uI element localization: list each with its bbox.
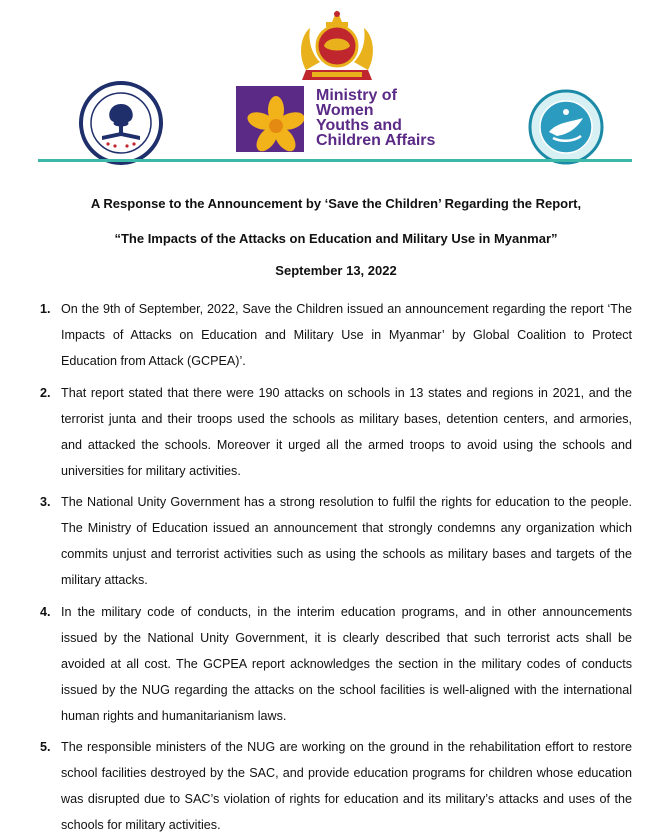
list-item-number: 2.: [40, 386, 51, 400]
ministry-logo: [236, 86, 466, 152]
list-item-number: 4.: [40, 605, 51, 619]
flower-logo-icon: [236, 86, 304, 152]
ministry-name-line: Ministry of: [316, 87, 397, 104]
list-item-text: On the 9th of September, 2022, Save the Children issued an announcement regarding the report ‘The Impacts of Attacks on Education and Military Use in Myanmar’ by Global Coalition to Protect Education from Attack (GCPEA)’.: [61, 302, 632, 368]
ministry-name-line: Children Affairs: [316, 132, 436, 149]
ministry-name-line: Women: [316, 102, 374, 119]
document-title-line-1: A Response to the Announcement by ‘Save the Children’ Regarding the Report,: [90, 196, 582, 211]
ministry-name: [316, 88, 476, 148]
document-title-line-2: “The Impacts of the Attacks on Education and Military Use in Myanmar”: [114, 231, 558, 246]
state-emblem-icon: [296, 6, 378, 84]
education-seal-icon: [78, 80, 164, 166]
document-date: September 13, 2022: [275, 263, 397, 278]
letterhead: [0, 0, 672, 170]
list-item-text: That report stated that there were 190 attacks on schools in 13 states and regions in 2021, and the terrorist junta and their troops used the schools as military bases, detention centers, and armories, and attacked the schools. Moreover it urged all the armed troops to avoid using the schools and universities for military activities.: [61, 386, 632, 478]
list-item-number: 3.: [40, 495, 51, 509]
list-item-number: 5.: [40, 740, 51, 754]
list-item-text: The National Unity Government has a strong resolution to fulfil the rights for education to the people. The Ministry of Education issued an announcement that strongly condemns any organization which commits unjust and terrorist activities such as using the schools as military bases and targets of the military attacks.: [61, 495, 632, 587]
human-rights-seal-icon: [527, 88, 605, 166]
list-item-text: In the military code of conducts, in the interim education programs, and in other announcements issued by the National Unity Government, it is clearly described that such terrorist acts shall be avoided at all cost. The GCPEA report acknowledges the section in the military codes of conducts issued by the NUG regarding the attacks on the school facilities is well-aligned with the international human rights and humanitarianism laws.: [61, 605, 632, 723]
header-divider: [38, 159, 632, 162]
list-item-number: 1.: [40, 302, 51, 316]
list-item-text: The responsible ministers of the NUG are working on the ground in the rehabilitation effort to restore school facilities destroyed by the SAC, and provide education programs for children whose education was disrupted due to SAC’s violation of rights for education and its military’s attacks and uses of the schools for military activities.: [61, 740, 632, 832]
ministry-name-line: Youths and: [316, 117, 402, 134]
